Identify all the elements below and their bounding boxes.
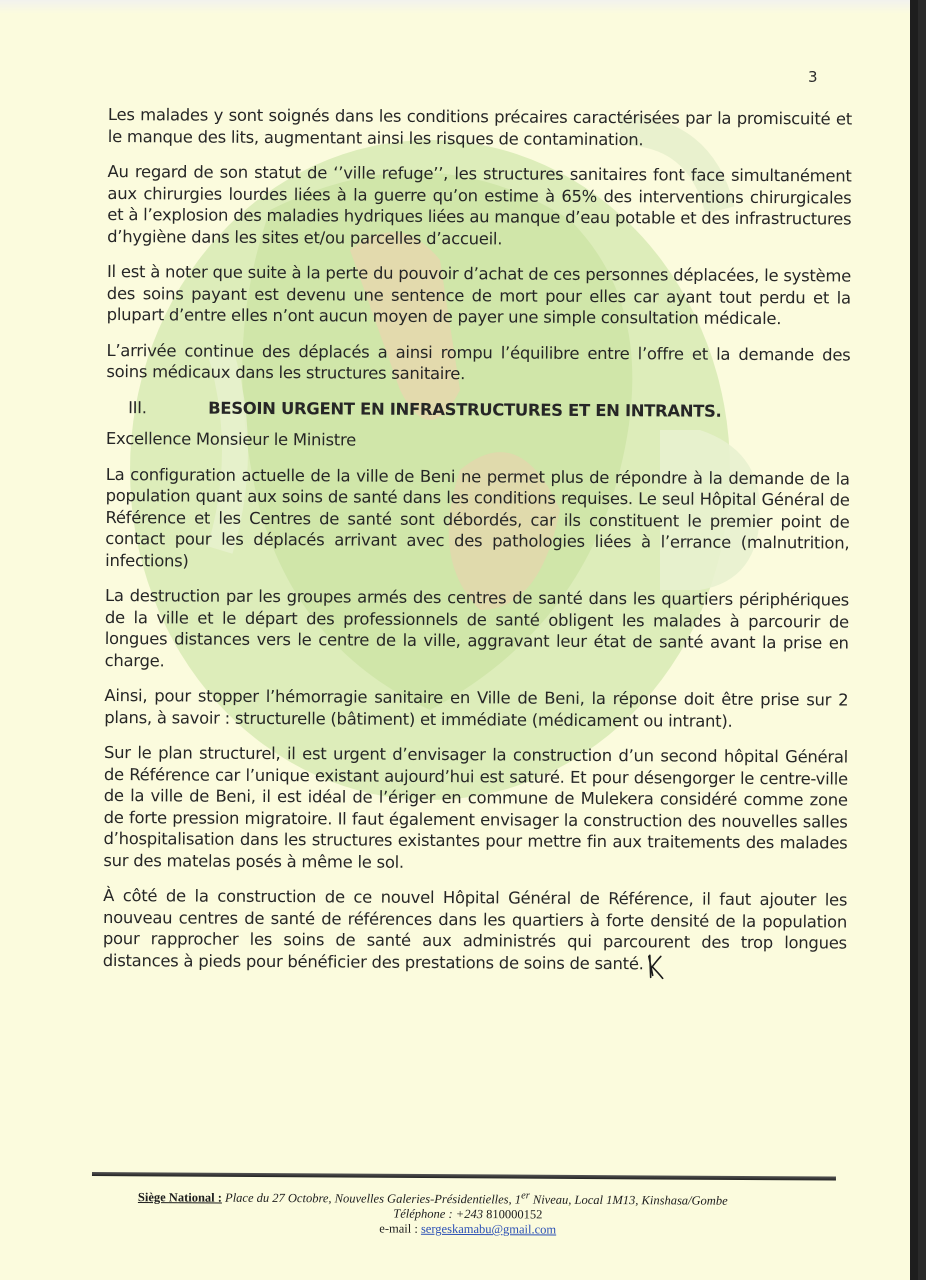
footer-address: Place du 27 Octobre, Nouvelles Galeries-Présidentielles, 1	[225, 1190, 522, 1207]
page-number: 3	[808, 68, 818, 86]
letterhead-footer	[138, 1186, 798, 1239]
footer-email-link[interactable]: sergeskamabu@gmail.com	[420, 1221, 557, 1237]
document-body	[103, 104, 852, 994]
footer-email-label: e-mail :	[379, 1221, 422, 1236]
paragraph-with-initials	[103, 885, 848, 980]
paragraph: La destruction par les groupes armés des centres de santé dans les quartiers périphériques de la ville et le départ des professionnels de santé obligent les malades à parcourir de longues distances vers le centre de la ville, aggravant leur état de santé avant la prise en charge.	[104, 585, 850, 670]
paragraph: Sur le plan structurel, il est urgent d’envisager la construction d’un second hôpital Général de Référence car l’unique existant aujourd’hui est saturé. Et pour désengorger le centre-ville de la ville de Beni, il est idéal de l’ériger en commune de Mulekera considéré comme zone de forte pression migratoire. Il faut également envisager la construction des nouvelles salles d’hospitalisation dans les structures existantes pour mettre fin aux traitements des malades sur des matelas posés à même le sol.	[103, 742, 849, 872]
paragraph: Au regard de son statut de ‘’ville refuge’’, les structures sanitaires font face simultanément aux chirurgies lourdes liées à la guerre qu’on estime à 65% des interventions chirurgicales et à l’explosion des maladies hydriques liées au manque d’eau potable et des infrastructures d’hygiène dans les sites et/ou parcelles d’accueil.	[107, 161, 852, 248]
scan-top-edge	[0, 0, 918, 14]
footer-email-line	[138, 1220, 798, 1239]
footer-address-label: Siège National :	[137, 1190, 223, 1205]
salutation: Excellence Monsieur le Ministre	[105, 428, 357, 450]
paragraph: L’arrivée continue des déplacés a ainsi rompu l’équilibre entre l’offre et la demande des soins médicaux dans les structures sanitaire.	[106, 340, 851, 384]
footer-phone-number: 810000152	[482, 1207, 543, 1222]
paragraph: Les malades y sont soignés dans les conditions précaires caractérisées par la promiscuité et le manque des lits, augmentant ainsi les risques de contamination.	[107, 104, 852, 149]
footer-phone-label: Téléphone : +243	[393, 1206, 484, 1222]
footer-address-superscript: er	[521, 1190, 530, 1202]
section-title: BESOIN URGENT EN INFRASTRUCTURES ET EN INTRANTS.	[208, 398, 722, 421]
section-heading	[128, 397, 850, 423]
footer-divider	[92, 1172, 836, 1181]
section-number: III.	[128, 397, 147, 417]
footer-address-rest: Niveau, Local 1M13, Kinshasa/Gombe	[529, 1192, 728, 1208]
scan-dark-edge	[910, 0, 918, 1280]
handwritten-initials-mark	[646, 953, 666, 979]
paragraph-text: À côté de la construction de ce nouvel Hôpital Général de Référence, il faut ajouter les nouveau centres de santé de références dans les quartiers à forte densité de la population pour rapprocher les soins de santé aux administrés qui parcourent des trop longues distances à pieds pour bénéficier des prestations de soins de santé.	[102, 885, 848, 973]
paragraph: Ainsi, pour stopper l’hémorragie sanitaire en Ville de Beni, la réponse doit être prise sur 2 plans, à savoir : structurelle (bâtiment) et immédiate (médicament ou intrant).	[104, 685, 849, 731]
paragraph: Il est à noter que suite à la perte du pouvoir d’achat de ces personnes déplacées, le système des soins payant est devenu une sentence de mort pour elles car ayant tout perdu et la plupart d’entre elles n’ont aucun moyen de payer une simple consultation médicale.	[106, 261, 852, 329]
paragraph: La configuration actuelle de la ville de Beni ne permet plus de répondre à la demande de la population quant aux soins de santé dans les conditions requises. Le seul Hôpital Général de Référence et les Centres de santé sont débordés, car ils constituent le premier point de contact pour les déplacés arrivant avec des pathologies liées à l’errance (malnutrition, infections)	[105, 464, 850, 571]
